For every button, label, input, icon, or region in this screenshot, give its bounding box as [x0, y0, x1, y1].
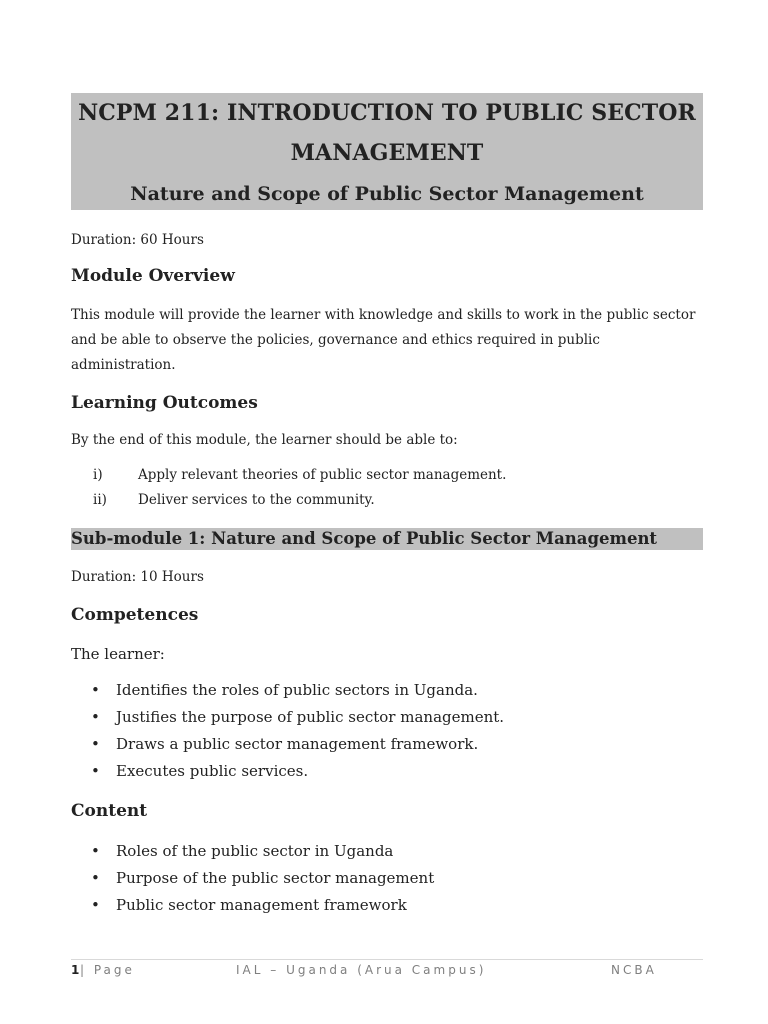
- content-list: [71, 838, 703, 919]
- module-overview-text: This module will provide the learner with knowledge and skills to work in the public sector and be able to observe the policies, governance and ethics required in public administration.: [71, 307, 696, 373]
- list-item: [71, 488, 703, 513]
- footer-institution: IAL – Uganda (Arua Campus): [236, 963, 487, 977]
- bullet: •: [91, 681, 100, 699]
- list-number: i): [93, 467, 103, 483]
- bullet: •: [91, 842, 100, 860]
- submodule-duration: Duration: 10 Hours: [71, 569, 204, 585]
- list-item-text: Apply relevant theories of public sector management.: [138, 467, 507, 483]
- page-footer: [71, 959, 703, 982]
- list-item-text: Purpose of the public sector management: [116, 869, 435, 887]
- module-overview-heading: Module Overview: [71, 266, 235, 286]
- document-subtitle: Nature and Scope of Public Sector Management: [130, 183, 644, 205]
- list-item-text: Justifies the purpose of public sector management.: [116, 708, 505, 726]
- learning-outcomes-intro: By the end of this module, the learner should be able to:: [71, 432, 458, 448]
- learning-outcomes-list: [71, 463, 703, 513]
- content-heading: Content: [71, 801, 148, 821]
- bullet: •: [91, 896, 100, 914]
- page-label: | Page: [80, 963, 135, 977]
- list-item: [71, 704, 703, 731]
- bullet: •: [91, 869, 100, 887]
- competences-heading: Competences: [71, 605, 199, 625]
- learning-outcomes-heading: Learning Outcomes: [71, 393, 258, 413]
- bullet: •: [91, 735, 100, 753]
- list-item-text: Roles of the public sector in Uganda: [116, 842, 394, 860]
- list-item: [71, 838, 703, 865]
- page-number: 1: [71, 963, 80, 977]
- list-number: ii): [93, 492, 107, 508]
- list-item: [71, 758, 703, 785]
- list-item: [71, 865, 703, 892]
- learner-label: The learner:: [71, 645, 165, 663]
- submodule-heading: Sub-module 1: Nature and Scope of Public Sector Management: [71, 528, 703, 550]
- bullet: •: [91, 708, 100, 726]
- module-duration: Duration: 60 Hours: [71, 232, 204, 248]
- list-item: [71, 677, 703, 704]
- list-item-text: Deliver services to the community.: [138, 492, 375, 508]
- footer-department: NCBA: [611, 963, 657, 977]
- list-item: [71, 463, 703, 488]
- document-title: NCPM 211: INTRODUCTION TO PUBLIC SECTOR MANAGEMENT: [78, 100, 696, 166]
- list-item-text: Public sector management framework: [116, 896, 407, 914]
- list-item-text: Identifies the roles of public sectors in Uganda.: [116, 681, 478, 699]
- list-item: [71, 731, 703, 758]
- title-block: [71, 93, 703, 210]
- list-item: [71, 892, 703, 919]
- list-item-text: Executes public services.: [116, 762, 309, 780]
- document-page: [71, 93, 703, 919]
- list-item-text: Draws a public sector management framework.: [116, 735, 479, 753]
- bullet: •: [91, 762, 100, 780]
- competences-list: [71, 677, 703, 785]
